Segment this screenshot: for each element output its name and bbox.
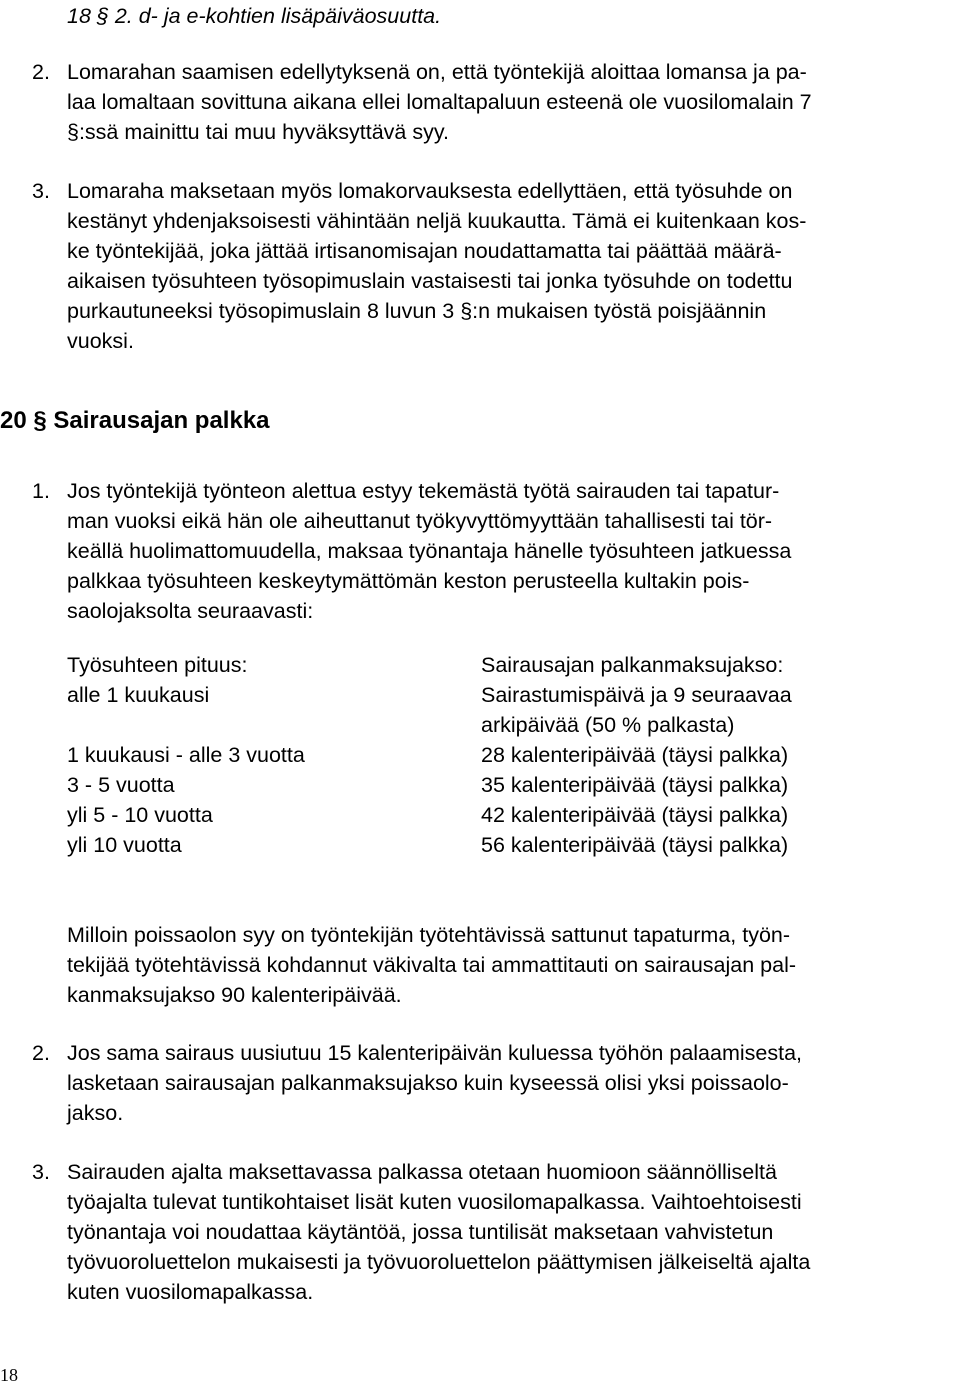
- item-text-line: Lomarahan saamisen edellytyksenä on, että työntekijä aloittaa lomansa ja pa-: [67, 60, 807, 84]
- table-header-pay-period: Sairausajan palkanmaksujakso:: [481, 653, 784, 677]
- item-number: 3.: [32, 1160, 50, 1184]
- section20-item-3: [32, 1157, 932, 1307]
- table-cell-period-continued: arkipäivää (50 % palkasta): [481, 713, 735, 737]
- table-cell-length: yli 5 - 10 vuotta: [67, 803, 213, 827]
- item-text-line: työvuoroluettelon mukaisesti ja työvuoroluettelon päättymisen jälkeiseltä ajalta: [67, 1250, 811, 1274]
- item-text-line: Lomaraha maksetaan myös lomakorvauksesta edellyttäen, että työsuhde on: [67, 179, 793, 203]
- item-text-line: kestänyt yhdenjaksoisesti vähintään neljä kuukautta. Tämä ei kuitenkaan kos-: [67, 209, 807, 233]
- page-number: 18: [0, 1365, 18, 1385]
- table-cell-length: 1 kuukausi - alle 3 vuotta: [67, 743, 305, 767]
- table-cell-period: Sairastumispäivä ja 9 seuraavaa: [481, 683, 792, 707]
- table-cell-period: 35 kalenteripäivää (täysi palkka): [481, 773, 789, 797]
- item-number: 3.: [32, 179, 50, 203]
- item-text-line: saolojaksolta seuraavasti:: [67, 599, 314, 623]
- paragraph-text-line: kanmaksujakso 90 kalenteripäivää.: [67, 983, 402, 1007]
- item-text-line: työajalta tulevat tuntikohtaiset lisät kuten vuosilomapalkassa. Vaihtoehtoisesti: [67, 1190, 802, 1214]
- item-text-line: Jos työntekijä työnteon alettua estyy tekemästä työtä sairauden tai tapatur-: [67, 479, 780, 503]
- item-number: 1.: [32, 479, 50, 503]
- item-text-line: keällä huolimattomuudella, maksaa työnantaja hänelle työsuhteen jatkuessa: [67, 539, 792, 563]
- table-cell-period: 28 kalenteripäivää (täysi palkka): [481, 743, 789, 767]
- section-heading: 20 § Sairausajan palkka: [0, 407, 270, 434]
- item-text-line: aikaisen työsuhteen työsopimuslain vastaisesti tai jonka työsuhde on todettu: [67, 269, 793, 293]
- section18-item-3: [32, 176, 932, 356]
- continuation-header: 18 § 2. d- ja e-kohtien lisäpäiväosuutta.: [67, 4, 442, 28]
- item-text-line: lasketaan sairausajan palkanmaksujakso kuin kyseessä olisi yksi poissaolo-: [67, 1071, 789, 1095]
- item-text-line: man vuoksi eikä hän ole aiheuttanut työkyvyttömyyttään tahallisesti tai tör-: [67, 509, 773, 533]
- section20-item-2: [32, 1038, 932, 1128]
- item-number: 2.: [32, 60, 50, 84]
- table-cell-length: yli 10 vuotta: [67, 833, 182, 857]
- table-cell-period: 42 kalenteripäivää (täysi palkka): [481, 803, 789, 827]
- section20-item-1: [32, 476, 932, 626]
- item-text-line: ke työntekijää, joka jättää irtisanomisajan noudattamatta tai päättää määrä-: [67, 239, 782, 263]
- table-cell-length: 3 - 5 vuotta: [67, 773, 175, 797]
- item-text-line: §:ssä mainittu tai muu hyväksyttävä syy.: [67, 120, 449, 144]
- item-number: 2.: [32, 1041, 50, 1065]
- paragraph-text-line: tekijää työtehtävissä kohdannut väkivalta tai ammattitauti on sairausajan pal-: [67, 953, 797, 977]
- accident-note-paragraph: [67, 920, 937, 1010]
- item-text-line: Sairauden ajalta maksettavassa palkassa otetaan huomioon säännölliseltä: [67, 1160, 777, 1184]
- item-text-line: jakso.: [67, 1101, 124, 1125]
- item-text-line: purkautuneeksi työsopimuslain 8 luvun 3 §:n mukaisen työstä poisjäännin: [67, 299, 767, 323]
- item-text-line: palkkaa työsuhteen keskeytymättömän keston perusteella kultakin pois-: [67, 569, 750, 593]
- item-text-line: laa lomaltaan sovittuna aikana ellei lomaltapaluun esteenä ole vuosilomalain 7: [67, 90, 812, 114]
- item-text-line: Jos sama sairaus uusiutuu 15 kalenteripäivän kuluessa työhön palaamisesta,: [67, 1041, 803, 1065]
- item-text-line: kuten vuosilomapalkassa.: [67, 1280, 314, 1304]
- paragraph-text-line: Milloin poissaolon syy on työntekijän työtehtävissä sattunut tapaturma, työn-: [67, 923, 791, 947]
- table-cell-length: alle 1 kuukausi: [67, 683, 210, 707]
- item-text-line: työnantaja voi noudattaa käytäntöä, jossa tuntilisät maksetaan vahvistetun: [67, 1220, 774, 1244]
- table-header-employment-length: Työsuhteen pituus:: [67, 653, 248, 677]
- section18-item-2: [32, 57, 932, 147]
- table-cell-period: 56 kalenteripäivää (täysi palkka): [481, 833, 789, 857]
- item-text-line: vuoksi.: [67, 329, 134, 353]
